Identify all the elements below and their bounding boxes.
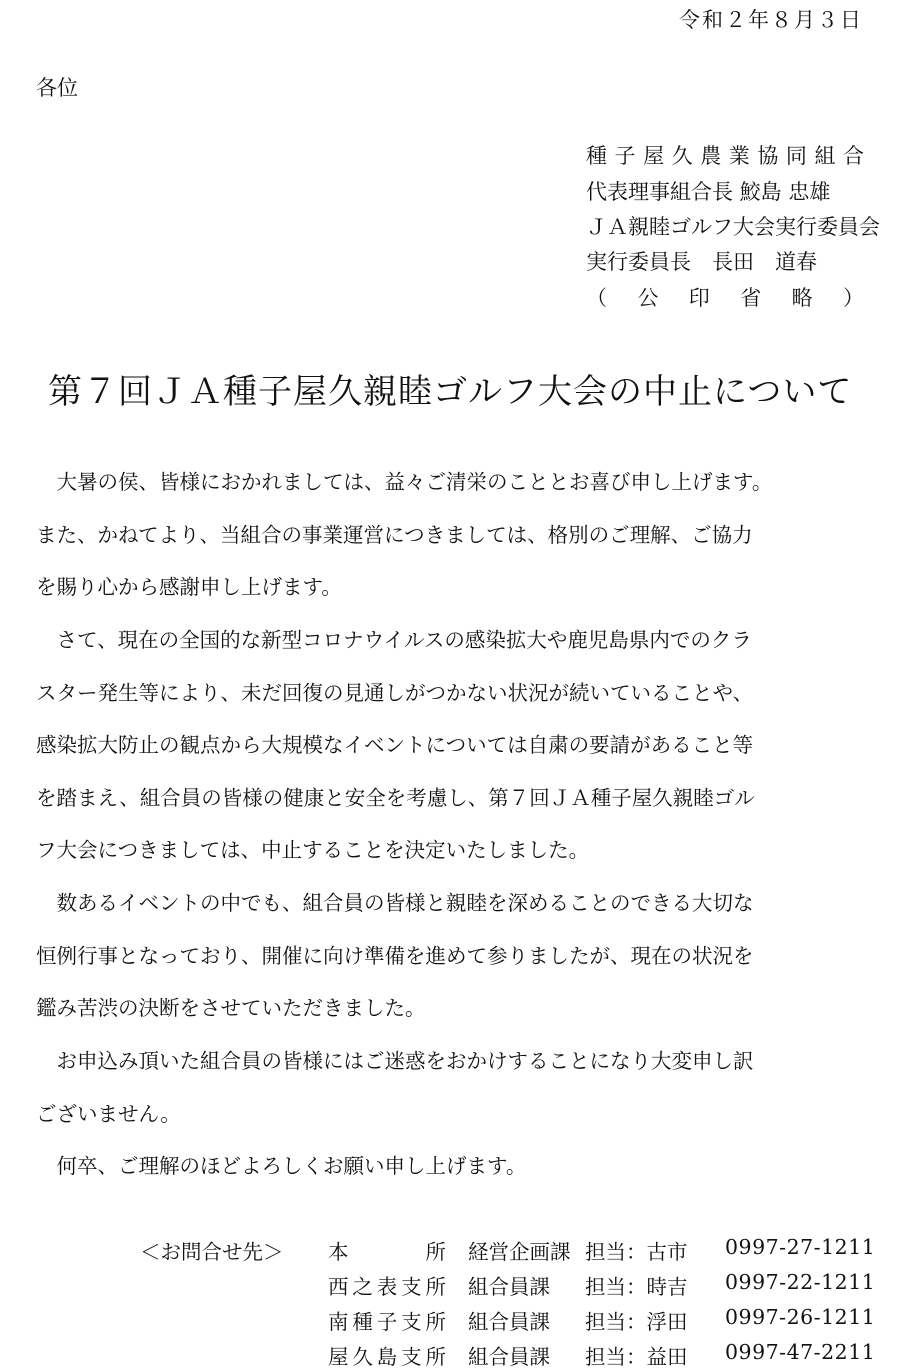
paragraph-line: さて、現在の全国的な新型コロナウイルスの感染拡大や鹿児島県内でのクラ — [36, 628, 752, 652]
document-title: 第７回ＪＡ種子屋久親睦ゴルフ大会の中止について — [48, 372, 853, 412]
contact-row-nishinoomote — [328, 1270, 876, 1300]
sender-committee-chair: 実行委員長 長田 道春 — [586, 250, 817, 274]
contact-row-head-office — [328, 1235, 876, 1265]
contact-person: 担当：時吉 — [585, 1275, 688, 1299]
body-paragraph-2 — [36, 614, 866, 877]
contact-phone: 0997-22-1211 — [725, 1270, 876, 1294]
contact-department: 組合員課 — [468, 1275, 550, 1299]
sender-organization: 種子屋久農業協同組合 — [586, 144, 864, 168]
paragraph-line: フ大会につきましては、中止することを決定いたしました。 — [36, 838, 590, 863]
paragraph-line: また、かねてより、当組合の事業運営につきましては、格別のご理解、ご協力 — [36, 522, 753, 547]
paragraph-line: 感染拡大防止の観点から大規模なイベントについては自粛の要請があること等 — [36, 733, 754, 758]
sender-committee: ＪＡ親睦ゴルフ大会実行委員会 — [586, 215, 880, 239]
contact-person: 担当：古市 — [585, 1240, 688, 1264]
body-paragraph-3 — [36, 877, 866, 1035]
contact-label: ＜お問合せ先＞ — [140, 1240, 284, 1264]
paragraph-line: ございません。 — [36, 1101, 181, 1126]
paragraph-line: 数あるイベントの中でも、組合員の皆様と親睦を深めることのできる大切な — [36, 891, 754, 915]
body-paragraph-4 — [36, 1035, 866, 1140]
contact-person: 担当：益田 — [585, 1345, 688, 1369]
contact-department: 経営企画課 — [468, 1240, 571, 1264]
paragraph-line: 恒例行事となっており、開催に向け準備を進めて参りましたが、現在の状況を — [36, 943, 754, 968]
contact-phone: 0997-47-2211 — [725, 1340, 876, 1364]
paragraph-line: 大暑の侯、皆様におかれましては、益々ご清栄のこととお喜び申し上げます。 — [36, 470, 773, 494]
body-paragraph-5 — [36, 1140, 866, 1193]
contact-branch: 屋久島支所 — [328, 1345, 446, 1369]
seal-omitted-note: （ 公 印 省 略 ） — [586, 286, 864, 310]
contact-row-yakushima — [328, 1340, 876, 1370]
contact-person: 担当：浮田 — [585, 1310, 688, 1334]
contact-branch: 本所 — [328, 1240, 446, 1264]
body-paragraph-1 — [36, 456, 866, 614]
paragraph-line: を踏まえ、組合員の皆様の健康と安全を考慮し、第７回ＪＡ種子屋久親睦ゴル — [36, 785, 755, 810]
contact-row-minamitane — [328, 1305, 876, 1335]
paragraph-line: お申込み頂いた組合員の皆様にはご迷惑をおかけすることになり大変申し訳 — [36, 1049, 754, 1073]
paragraph-line: を賜り心から感謝申し上げます。 — [36, 575, 342, 600]
document-date: 令和２年８月３日 — [679, 8, 863, 32]
sender-representative: 代表理事組合長 鮫島 忠雄 — [586, 180, 831, 204]
addressee: 各位 — [36, 76, 78, 100]
paragraph-line: スター発生等により、未だ回復の見通しがつかない状況が続いていることや、 — [36, 680, 754, 705]
contact-phone: 0997-27-1211 — [725, 1235, 876, 1259]
contact-phone: 0997-26-1211 — [725, 1305, 876, 1329]
paragraph-line: 鑑み苦渋の決断をさせていただきました。 — [36, 996, 426, 1021]
contact-department: 組合員課 — [468, 1345, 550, 1369]
contact-branch: 南種子支所 — [328, 1310, 446, 1334]
contact-department: 組合員課 — [468, 1310, 550, 1334]
paragraph-line: 何卒、ご理解のほどよろしくお願い申し上げます。 — [36, 1154, 527, 1178]
contact-branch: 西之表支所 — [328, 1275, 446, 1299]
